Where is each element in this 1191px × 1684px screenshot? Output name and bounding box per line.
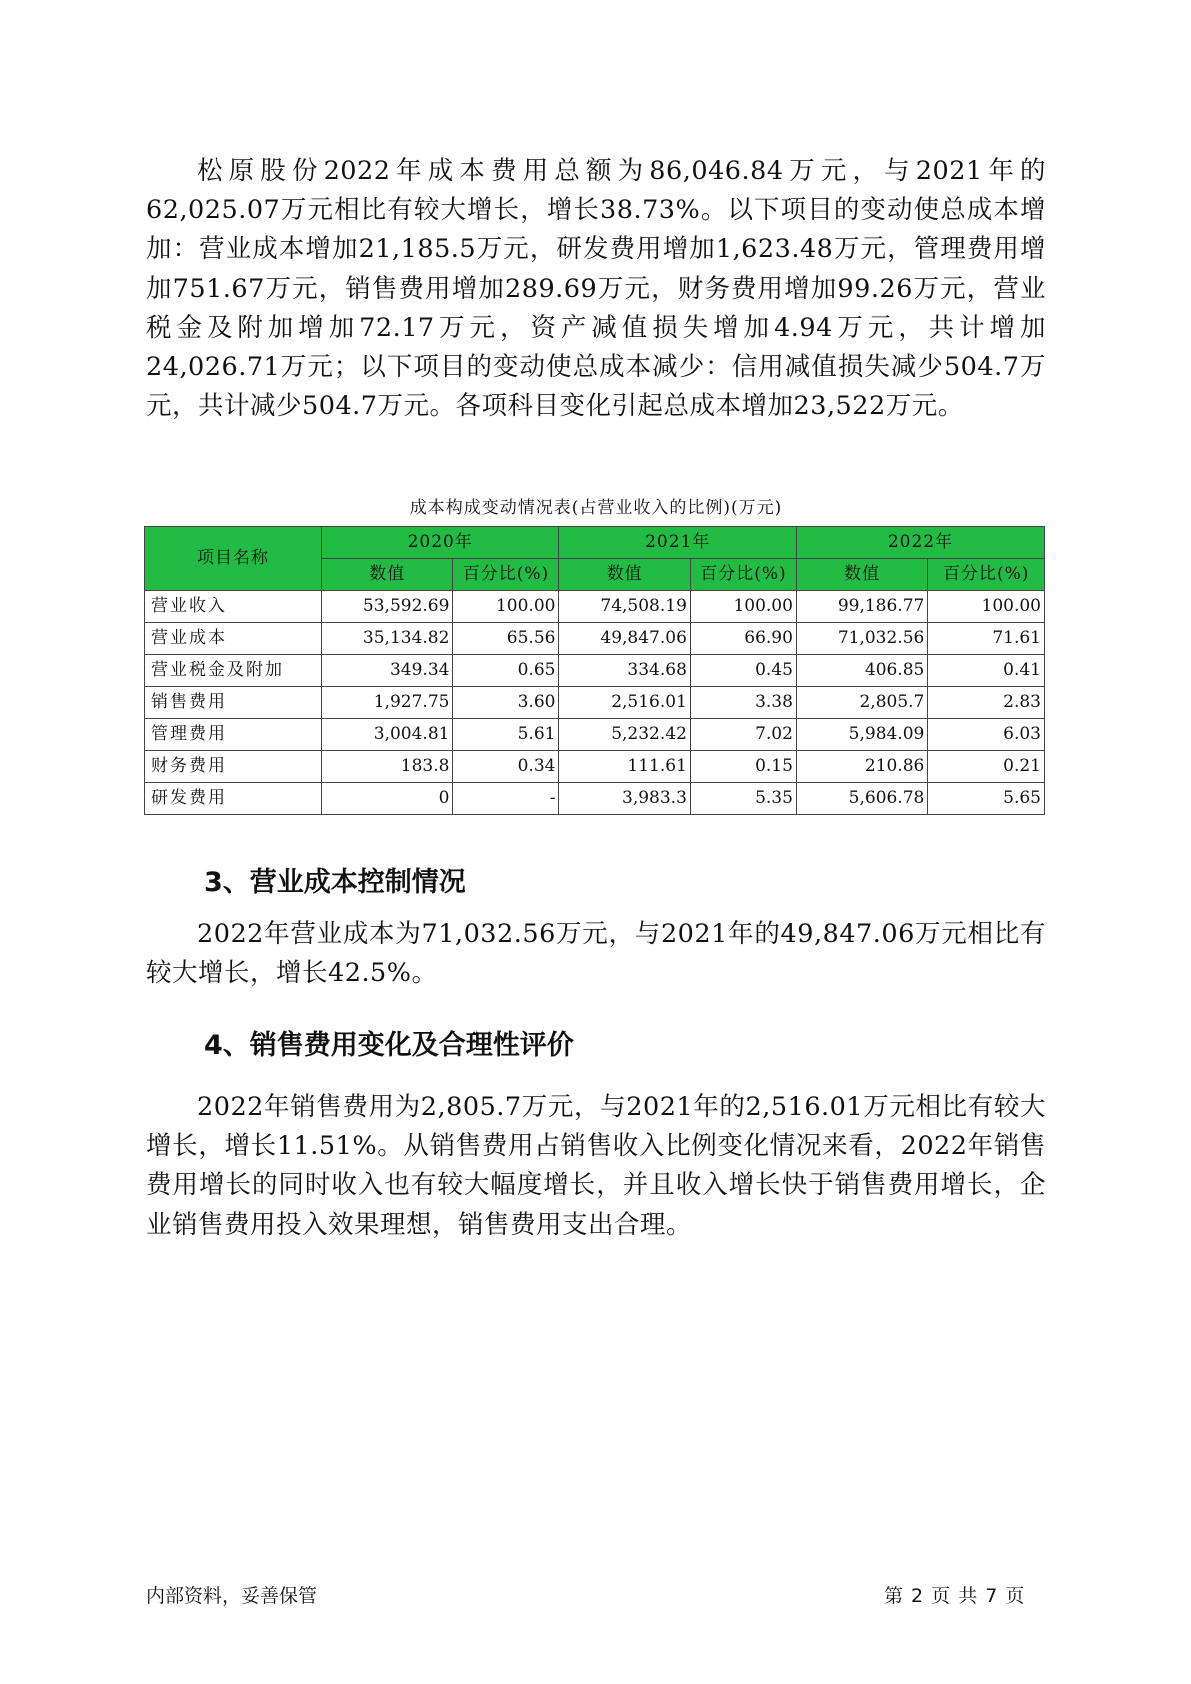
cell-percent: 3.38 (690, 687, 796, 719)
table-caption: 成本构成变动情况表(占营业收入的比例)(万元) (409, 498, 783, 518)
cell-value: 49,847.06 (559, 623, 690, 655)
footer-page-number: 第 2 页 共 7 页 (884, 1585, 1026, 1607)
cell-value: 74,508.19 (559, 591, 690, 623)
cell-percent: - (453, 783, 559, 815)
table-row (145, 591, 1045, 623)
header-percent: 百分比(%) (453, 559, 559, 591)
cell-value: 349.34 (322, 655, 453, 687)
header-value: 数值 (322, 559, 453, 591)
cell-value: 111.61 (559, 751, 690, 783)
cell-value: 2,805.7 (796, 687, 927, 719)
cell-percent: 100.00 (928, 591, 1045, 623)
cell-percent: 2.83 (928, 687, 1045, 719)
paragraph-cost-summary: 松原股份2022年成本费用总额为86,046.84万元，与2021年的62,025.07万元相比有较大增长，增长38.73%。以下项目的变动使总成本增加：营业成本增加21,185.5万元，研发费用增加1,623.48万元，管理费用增加751.67万元，销售费用增加289.69万元，财务费用增加99.26万元，营业税金及附加增加72.17万元，资产减值损失增加4.94万元，共计增加24,026.71万元；以下项目的变动使总成本减少：信用减值损失减少504.7万元，共计减少504.7万元。各项科目变化引起总成本增加23,522万元。 (146, 156, 1046, 422)
header-value: 数值 (796, 559, 927, 591)
paragraph-operating-cost: 2022年营业成本为71,032.56万元，与2021年的49,847.06万元相比有较大增长，增长42.5%。 (146, 919, 1046, 989)
cell-value: 210.86 (796, 751, 927, 783)
cell-percent: 66.90 (690, 623, 796, 655)
table-row (145, 751, 1045, 783)
cell-percent: 5.35 (690, 783, 796, 815)
row-label: 营业收入 (145, 591, 322, 623)
table-row (145, 783, 1045, 815)
cell-percent: 5.61 (453, 719, 559, 751)
row-label: 营业税金及附加 (145, 655, 322, 687)
table-row (145, 655, 1045, 687)
cell-percent: 0.15 (690, 751, 796, 783)
header-percent: 百分比(%) (690, 559, 796, 591)
cell-value: 5,984.09 (796, 719, 927, 751)
cell-value: 99,186.77 (796, 591, 927, 623)
cell-percent: 0.21 (928, 751, 1045, 783)
cell-value: 183.8 (322, 751, 453, 783)
cell-value: 0 (322, 783, 453, 815)
cell-value: 5,232.42 (559, 719, 690, 751)
header-year: 2020年 (322, 527, 559, 559)
cell-value: 406.85 (796, 655, 927, 687)
cell-percent: 0.65 (453, 655, 559, 687)
cell-percent: 5.65 (928, 783, 1045, 815)
header-year: 2022年 (796, 527, 1044, 559)
cell-percent: 0.45 (690, 655, 796, 687)
cell-percent: 6.03 (928, 719, 1045, 751)
table-row (145, 623, 1045, 655)
cell-percent: 65.56 (453, 623, 559, 655)
cell-value: 35,134.82 (322, 623, 453, 655)
cell-percent: 0.41 (928, 655, 1045, 687)
table-row (145, 687, 1045, 719)
cell-value: 334.68 (559, 655, 690, 687)
row-label: 营业成本 (145, 623, 322, 655)
cell-percent: 0.34 (453, 751, 559, 783)
paragraph-sales-expense: 2022年销售费用为2,805.7万元，与2021年的2,516.01万元相比有较大增长，增长11.51%。从销售费用占销售收入比例变化情况来看，2022年销售费用增长的同时收入也有较大幅度增长，并且收入增长快于销售费用增长，企业销售费用投入效果理想，销售费用支出合理。 (146, 1092, 1046, 1240)
cell-percent: 100.00 (453, 591, 559, 623)
cell-percent: 7.02 (690, 719, 796, 751)
cell-value: 5,606.78 (796, 783, 927, 815)
row-label: 销售费用 (145, 687, 322, 719)
header-percent: 百分比(%) (928, 559, 1045, 591)
row-label: 管理费用 (145, 719, 322, 751)
cell-percent: 100.00 (690, 591, 796, 623)
section-heading-sales-expense: 4、销售费用变化及合理性评价 (204, 1030, 574, 1061)
header-year: 2021年 (559, 527, 796, 559)
footer-confidential-note: 内部资料，妥善保管 (146, 1585, 318, 1607)
cell-value: 2,516.01 (559, 687, 690, 719)
cell-value: 53,592.69 (322, 591, 453, 623)
cell-value: 3,983.3 (559, 783, 690, 815)
cell-value: 3,004.81 (322, 719, 453, 751)
table-row (145, 719, 1045, 751)
cell-percent: 71.61 (928, 623, 1045, 655)
row-label: 财务费用 (145, 751, 322, 783)
row-label: 研发费用 (145, 783, 322, 815)
section-heading-operating-cost: 3、营业成本控制情况 (204, 867, 466, 898)
cell-value: 71,032.56 (796, 623, 927, 655)
cell-value: 1,927.75 (322, 687, 453, 719)
cost-structure-table (144, 526, 1045, 815)
cell-percent: 3.60 (453, 687, 559, 719)
header-item-name: 项目名称 (145, 527, 322, 591)
header-value: 数值 (559, 559, 690, 591)
